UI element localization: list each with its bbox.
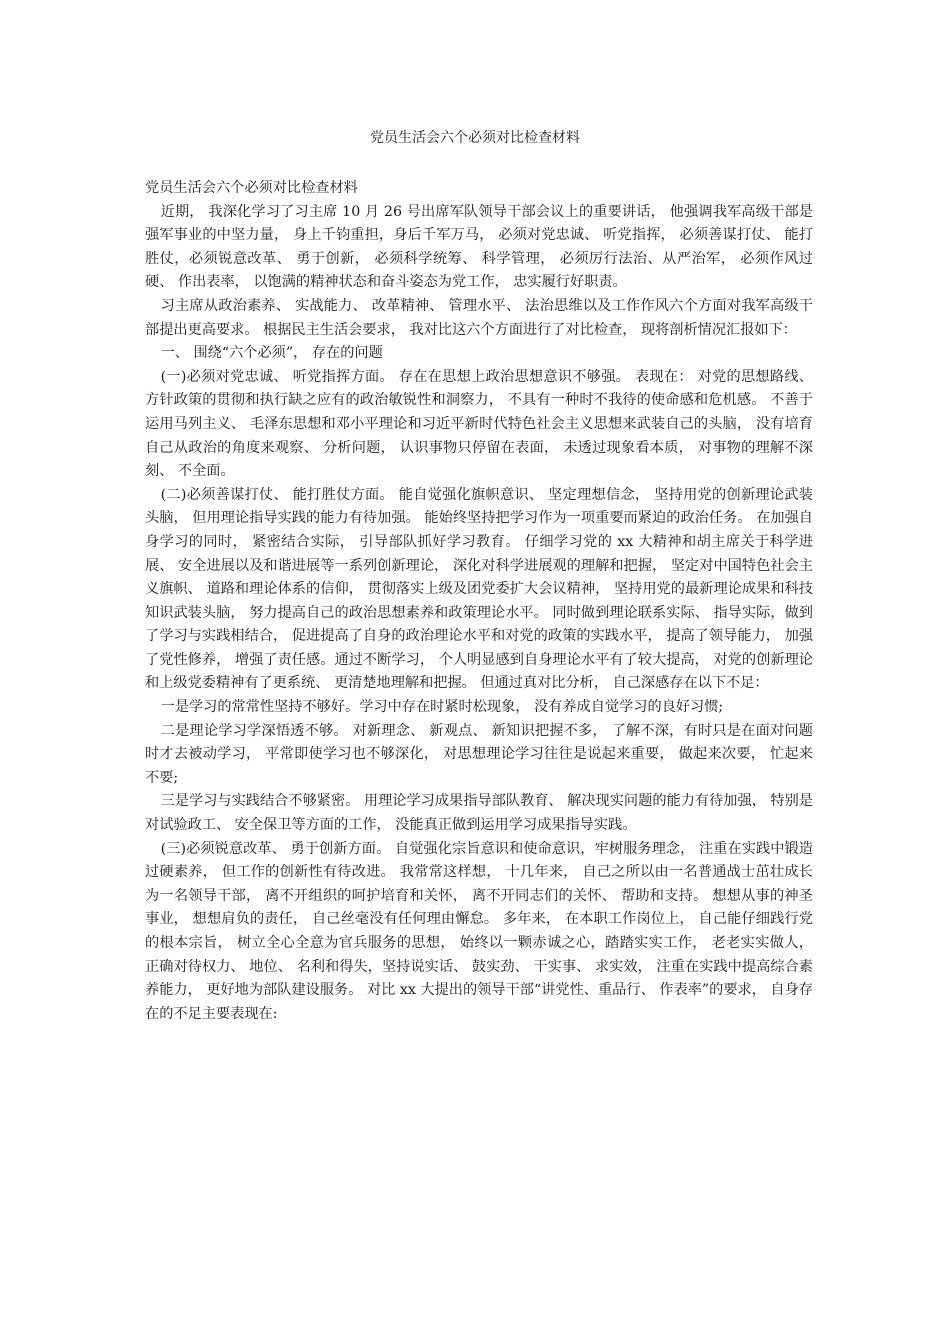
document-body (145, 177, 813, 1026)
section-heading: 一、 围绕“六个必须”， 存在的问题 (160, 345, 383, 362)
paragraph: 三是学习与实践结合不够紧密。 用理论学习成果指导部队教育、 解决现实问题的能力有待加强， 特别是对试验政工、 安全保卫等方面的工作， 没能真正做到运用学习成果指导实践。 (145, 793, 813, 834)
paragraph: (三)必须锐意改革、 勇于创新方面。 自觉强化宗旨意识和使命意识，牢树服务理念， 注重在实践中锻造过硬素养， 但工作的创新性有待改进。 我常常这样想， 十几年来， 自己之所以由一名普通战士茁壮成长为一名领导干部， 离不开组织的呵护培育和关怀， 离不开同志们的关怀、 帮助和支持。 想想从事的神圣事业， 想想肩负的责任， 自己丝毫没有任何理由懈怠。 多年来， 在本职工作岗位上， 自己能仔细践行党的根本宗旨， 树立全心全意为官兵服务的思想， 始终以一颗赤诚之心，踏踏实实工作， 老老实实做人， 正确对待权力、 地位、 名利和得失，坚持说实话、 鼓实劲、 干实事、 求实效， 注重在实践中提高综合素养能力， 更好地为部队建设服务。 对比 xx 大提出的领导干部“讲党性、重品行、 作表率”的要求， 自身存在的不足主要表现在: (145, 840, 813, 1022)
paragraph: 近期， 我深化学习了习主席 10 月 26 号出席军队领导干部会议上的重要讲话， 他强调我军高级干部是强军事业的中坚力量， 身上千钧重担，身后千军万马， 必须对党忠诚、 听党指挥， 必须善谋打仗、 能打胜仗，必须锐意改革、 勇于创新， 必须科学统筹、 科学管理， 必须厉行法治、从严治军， 必须作风过硬、 作出表率， 以饱满的精神状态和奋斗姿态为党工作， 忠实履行好职责。 (145, 203, 813, 291)
paragraph-heading: 党员生活会六个必须对比检查材料 (145, 180, 358, 196)
paragraph: 一是学习的常常性坚持不够好。学习中存在时紧时松现象， 没有养成自觉学习的良好习惯; (160, 699, 724, 716)
paragraph: (一)必须对党忠诚、 听党指挥方面。 存在在思想上政治思想意识不够强。 表现在： 对党的思想路线、 方针政策的贯彻和执行缺之应有的政治敏锐性和洞察力， 不具有一种时不我待的使命感和危机感。 不善于运用马列主义、 毛泽东思想和邓小平理论和习近平新时代特色社会主义思想来武装自己的头脑， 没有培育自己从政治的角度来观察、 分析问题， 认识事物只停留在表面， 未透过现象看本质， 对事物的理解不深刻、 不全面。 (145, 368, 813, 480)
paragraph: 二是理论学习学深悟透不够。 对新理念、 新观点、 新知识把握不多， 了解不深，有时只是在面对问题时才去被动学习， 平常即使学习也不够深化， 对思想理论学习往往是说起来重要， 做起来次要， 忙起来不要; (145, 722, 813, 786)
paragraph: 习主席从政治素养、 实战能力、 改革精神、 管理水平、 法治思维以及工作作风六个方面对我军高级干部提出更高要求。 根据民主生活会要求， 我对比这六个方面进行了对比检查， 现将剖析情况汇报如下： (145, 297, 813, 338)
paragraph: (二)必须善谋打仗、 能打胜仗方面。 能自觉强化旗帜意识、 坚定理想信念， 坚持用党的创新理论武装头脑， 但用理论指导实践的能力有待加强。 能始终坚持把学习作为一项重要而紧迫的政治任务。 在加强自身学习的同时， 紧密结合实际， 引导部队抓好学习教育。 仔细学习党的 xx 大精神和胡主席关于科学进展、 安全进展以及和谐进展等一系列创新理论， 深化对科学进展观的理解和把握， 坚定对中国特色社会主义旗帜、 道路和理论体系的信仰， 贯彻落实上级及团党委扩大会议精神， 坚持用党的最新理论成果和科技知识武装头脑， 努力提高自己的政治思想素养和政策理论水平。 同时做到理论联系实际、 指导实际，做到了学习与实践相结合， 促进提高了自身的政治理论水平和对党的政策的实践水平， 提高了领导能力， 加强了党性修养， 增强了责任感。通过不断学习， 个人明显感到自身理论水平有了较大提高， 对党的创新理论和上级党委精神有了更系统、 更清楚地理解和把握。 但通过真对比分析， 自己深感存在以下不足： (145, 486, 813, 692)
document-title: 党员生活会六个必须对比检查材料 (370, 130, 580, 146)
